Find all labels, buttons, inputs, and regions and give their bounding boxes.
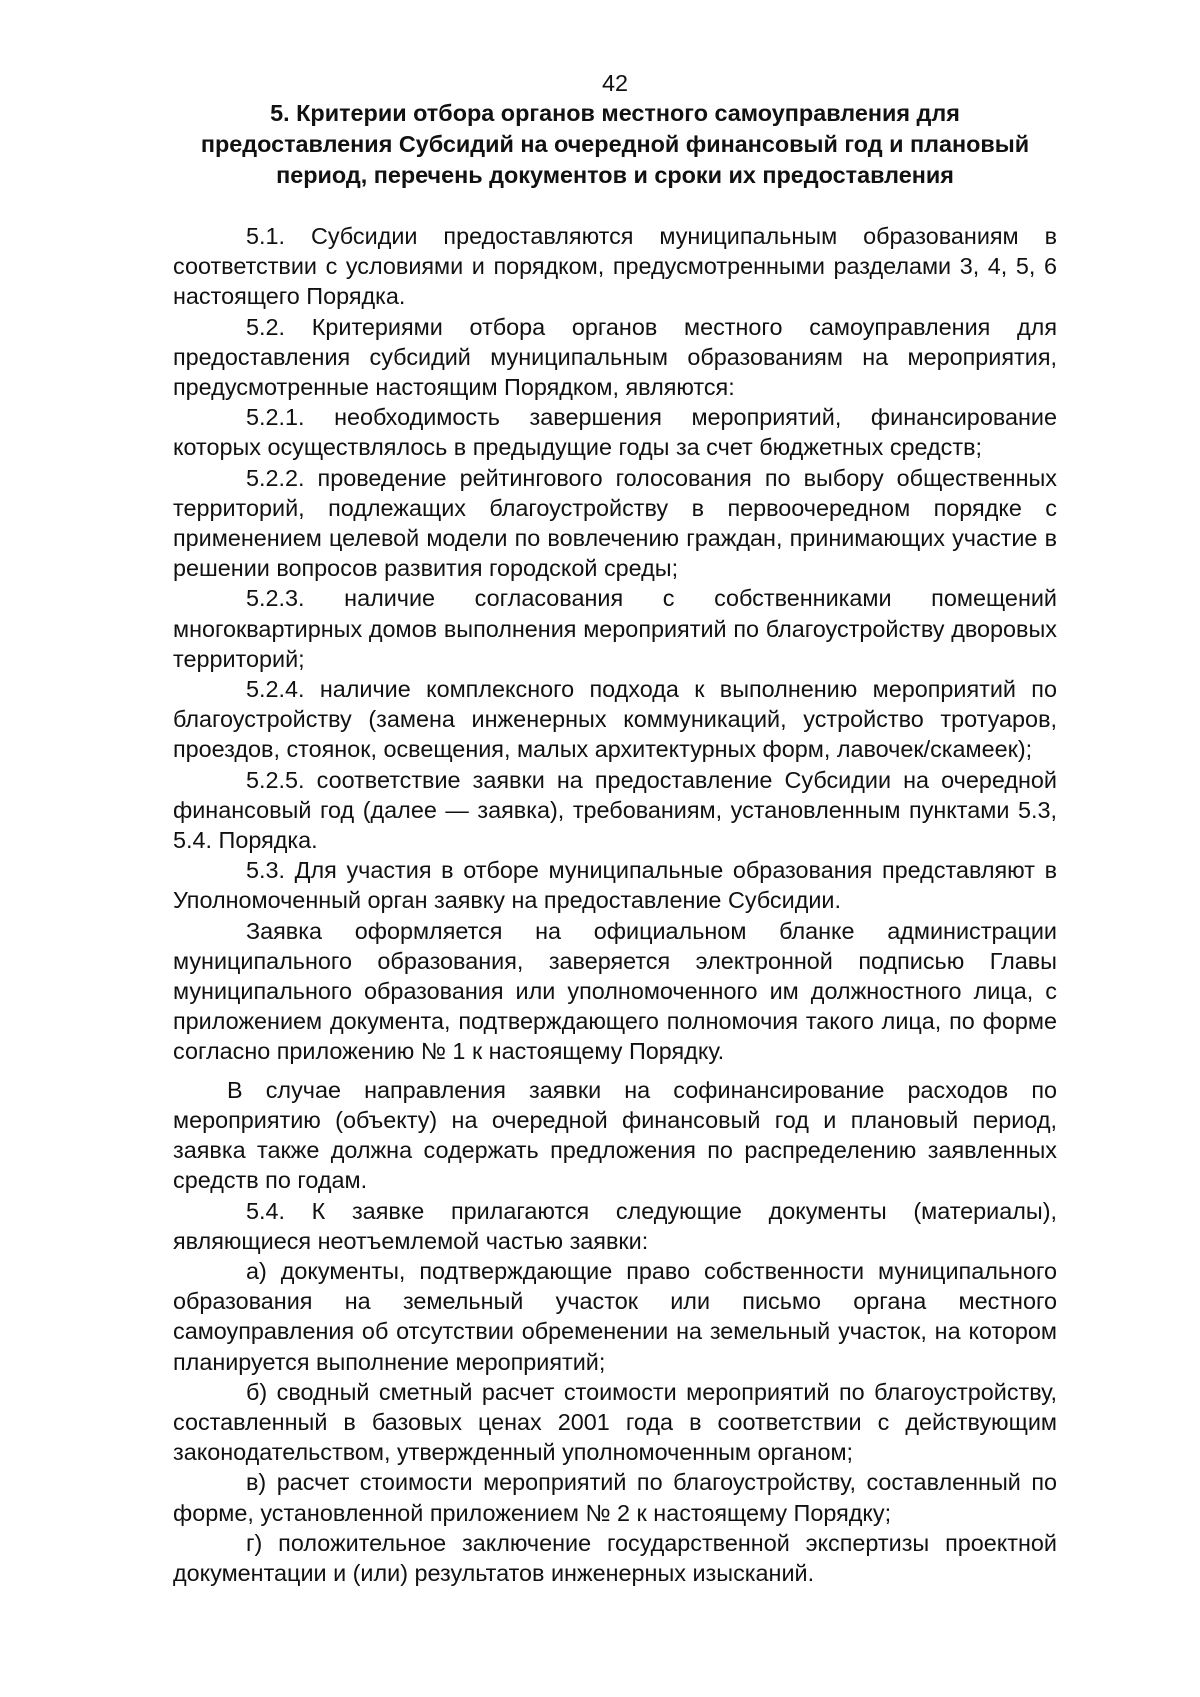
paragraph-item-b: б) сводный сметный расчет стоимости мероприятий по благоустройству, составленный в базовых ценах 2001 года в соответствии с действующим законодательством, утвержденный уполномоченным органом; [173,1378,1057,1466]
paragraph-5-3: 5.3. Для участия в отборе муниципальные образования представляют в Уполномоченный орган заявку на предоставление Субсидии. [173,857,1057,914]
paragraph-item-a: а) документы, подтверждающие право собственности муниципального образования на земельный участок или письмо органа местного самоуправления об отсутствии обременении на земельный участок, на котором планируется выполнение мероприятий; [173,1257,1057,1375]
paragraph-5-1: 5.1. Субсидии предоставляются муниципальным образованиям в соответствии с условиями и порядком, предусмотренными разделами 3, 4, 5, 6 настоящего Порядка. [173,223,1057,310]
paragraph-cofinancing: В случае направления заявки на софинансирование расходов по мероприятию (объекту) на очередной финансовый год и плановый период, заявка также должна содержать предложения по распределению заявленных средств по годам. [173,1076,1057,1194]
paragraph-5-2: 5.2. Критериями отбора органов местного самоуправления для предоставления субсидий муниципальным образованиям на мероприятия, предусмотренные настоящим Порядком, являются: [173,313,1057,401]
paragraph-5-2-4: 5.2.4. наличие комплексного подхода к выполнению мероприятий по благоустройству (замена инженерных коммуникаций, устройство тротуаров, проездов, стоянок, освещения, малых архитектурных форм, лавочек/скамеек); [173,676,1057,763]
page-number: 42 [601,70,629,96]
paragraph-5-2-5: 5.2.5. соответствие заявки на предоставление Субсидии на очередной финансовый год (далее — заявка), требованиям, установленным пунктами 5.3, 5.4. Порядка. [173,766,1057,854]
paragraph-5-2-2: 5.2.2. проведение рейтингового голосования по выбору общественных территорий, подлежащих благоустройству в первоочередном порядке с применением целевой модели по вовлечению граждан, принимающих участие в решении вопросов развития городской среды; [173,464,1057,582]
paragraph-item-g: г) положительное заключение государственной экспертизы проектной документации и (или) результатов инженерных изысканий. [173,1529,1057,1586]
paragraph-5-2-3: 5.2.3. наличие согласования с собственниками помещений многоквартирных домов выполнения мероприятий по благоустройству дворовых территорий; [173,585,1057,672]
paragraph-application-form: Заявка оформляется на официальном бланке администрации муниципального образования, заверяется электронной подписью Главы муниципального образования или уполномоченного им должностного лица, с приложением документа, подтверждающего полномочия такого лица, по форме согласно приложению № 1 к настоящему Порядку. [173,917,1057,1065]
paragraph-item-v: в) расчет стоимости мероприятий по благоустройству, составленный по форме, установленной приложением № 2 к настоящему Порядку; [173,1469,1057,1526]
paragraph-5-4: 5.4. К заявке прилагаются следующие документы (материалы), являющиеся неотъемлемой частью заявки: [173,1197,1057,1254]
paragraph-5-2-1: 5.2.1. необходимость завершения мероприятий, финансирование которых осуществлялось в предыдущие годы за счет бюджетных средств; [173,404,1057,461]
section-title: 5. Критерии отбора органов местного самоуправления для предоставления Субсидий на очередной финансовый год и плановый период, перечень документов и сроки их предоставления [200,100,1030,188]
